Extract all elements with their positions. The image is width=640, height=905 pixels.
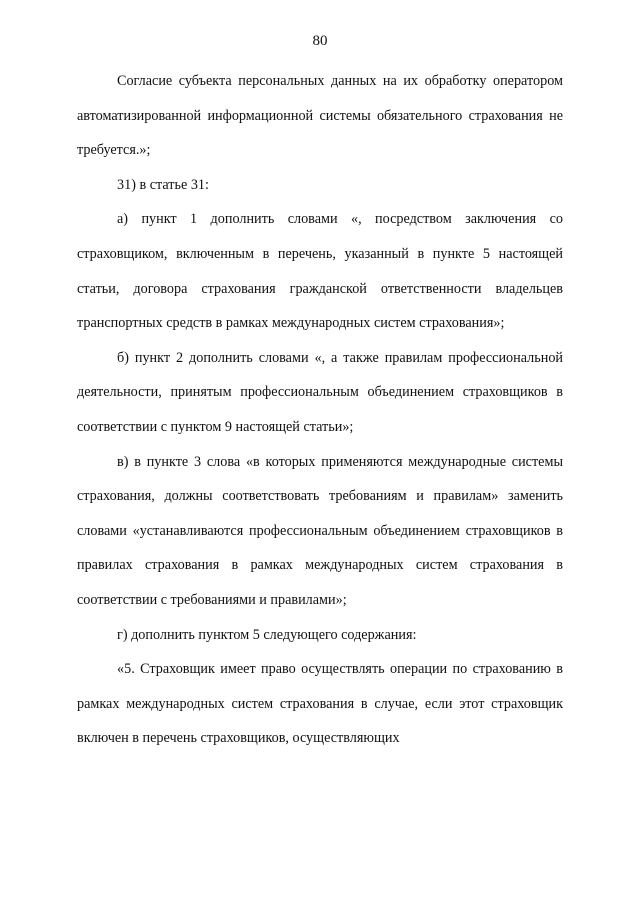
paragraph-subitem-b: б) пункт 2 дополнить словами «, а также правилам профессиональной деятельности, принятым профессиональным объединением страховщиков в соответствии с пунктом 9 настоящей статьи»; — [77, 349, 563, 435]
paragraph-subitem-g: г) дополнить пунктом 5 следующего содержания: — [117, 626, 417, 643]
document-body — [77, 64, 563, 756]
paragraph-subitem-a: а) пункт 1 дополнить словами «, посредством заключения со страховщиком, включенным в перечень, указанный в пункте 5 настоящей статьи, договора страхования гражданской ответственности владельцев транспортных средств в рамках международных систем страхования»; — [77, 211, 563, 332]
paragraph-consent: Согласие субъекта персональных данных на их обработку оператором автоматизированной информационной системы обязательного страхования не требуется.»; — [77, 73, 563, 159]
paragraph-clause-5: «5. Страховщик имеет право осуществлять операции по страхованию в рамках международных систем страхования в случае, если этот страховщик включен в перечень страховщиков, осуществляющих — [77, 661, 563, 747]
paragraph-item-31: 31) в статье 31: — [117, 176, 209, 193]
paragraph-subitem-v: в) в пункте 3 слова «в которых применяются международные системы страхования, должны соответствовать требованиям и правилам» заменить словами «устанавливаются профессиональным объединением страховщиков в правилах страхования в рамках международных систем страхования в соответствии с требованиями и правилами»; — [77, 453, 563, 608]
page-number: 80 — [312, 33, 328, 49]
